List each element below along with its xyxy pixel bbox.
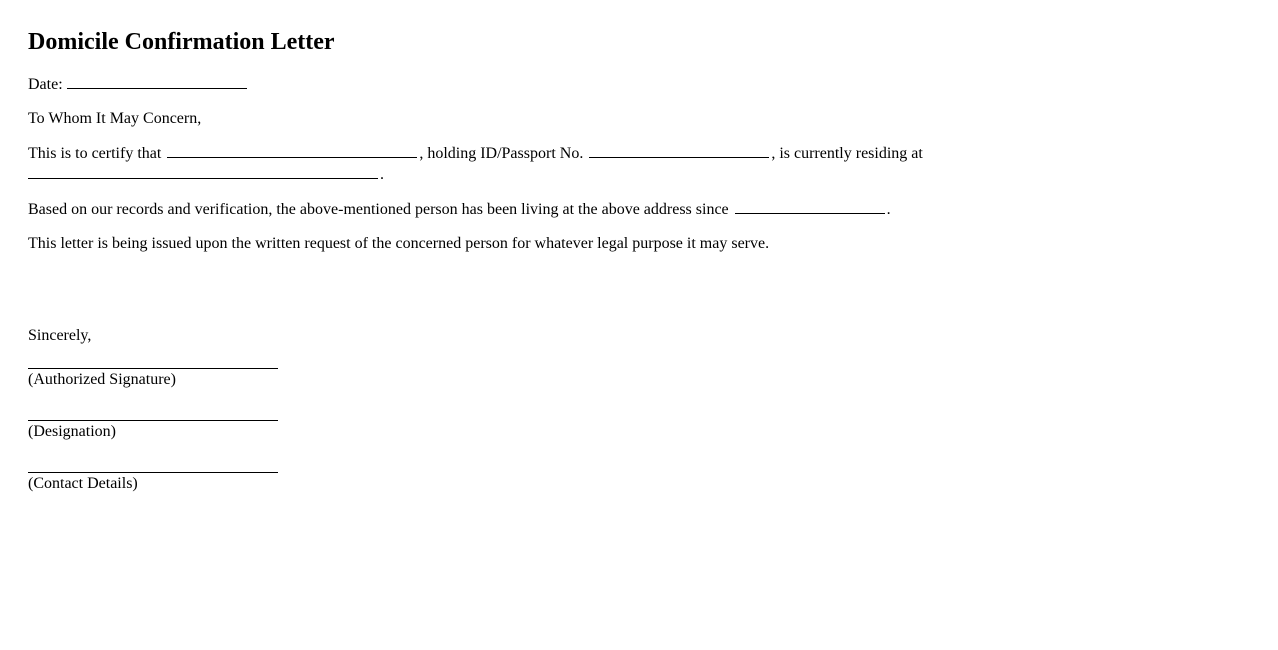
designation-line bbox=[28, 420, 278, 421]
id-passport-blank bbox=[589, 143, 769, 158]
salutation: To Whom It May Concern, bbox=[28, 110, 202, 127]
certify-text-2: , holding ID/Passport No. bbox=[419, 145, 584, 162]
date-label: Date: bbox=[28, 76, 63, 93]
purpose-paragraph: This letter is being issued upon the written request of the concerned person for whatever legal purpose it may serve. bbox=[28, 235, 770, 252]
records-paragraph bbox=[28, 199, 1278, 220]
address-blank bbox=[28, 164, 378, 179]
date-blank bbox=[67, 74, 247, 89]
contact-details-block bbox=[28, 472, 1278, 494]
name-blank bbox=[167, 143, 417, 158]
certify-text-4: . bbox=[380, 166, 384, 183]
records-text-1: Based on our records and verification, the above-mentioned person has been living at the above address since bbox=[28, 201, 729, 218]
contact-details-line bbox=[28, 472, 278, 473]
authorized-signature-label: (Authorized Signature) bbox=[28, 371, 176, 388]
records-text-2: . bbox=[886, 201, 891, 218]
authorized-signature-block bbox=[28, 368, 1278, 390]
letter-title: Domicile Confirmation Letter bbox=[28, 29, 335, 55]
certify-text-3: , is currently residing at bbox=[771, 145, 923, 162]
closing: Sincerely, bbox=[28, 327, 92, 344]
since-date-blank bbox=[735, 199, 885, 214]
contact-details-label: (Contact Details) bbox=[28, 475, 138, 492]
certify-text-1: This is to certify that bbox=[28, 145, 162, 162]
designation-label: (Designation) bbox=[28, 423, 116, 440]
signature-line bbox=[28, 368, 278, 369]
certify-paragraph bbox=[28, 143, 928, 185]
designation-block bbox=[28, 420, 1278, 442]
date-line bbox=[28, 74, 1278, 95]
